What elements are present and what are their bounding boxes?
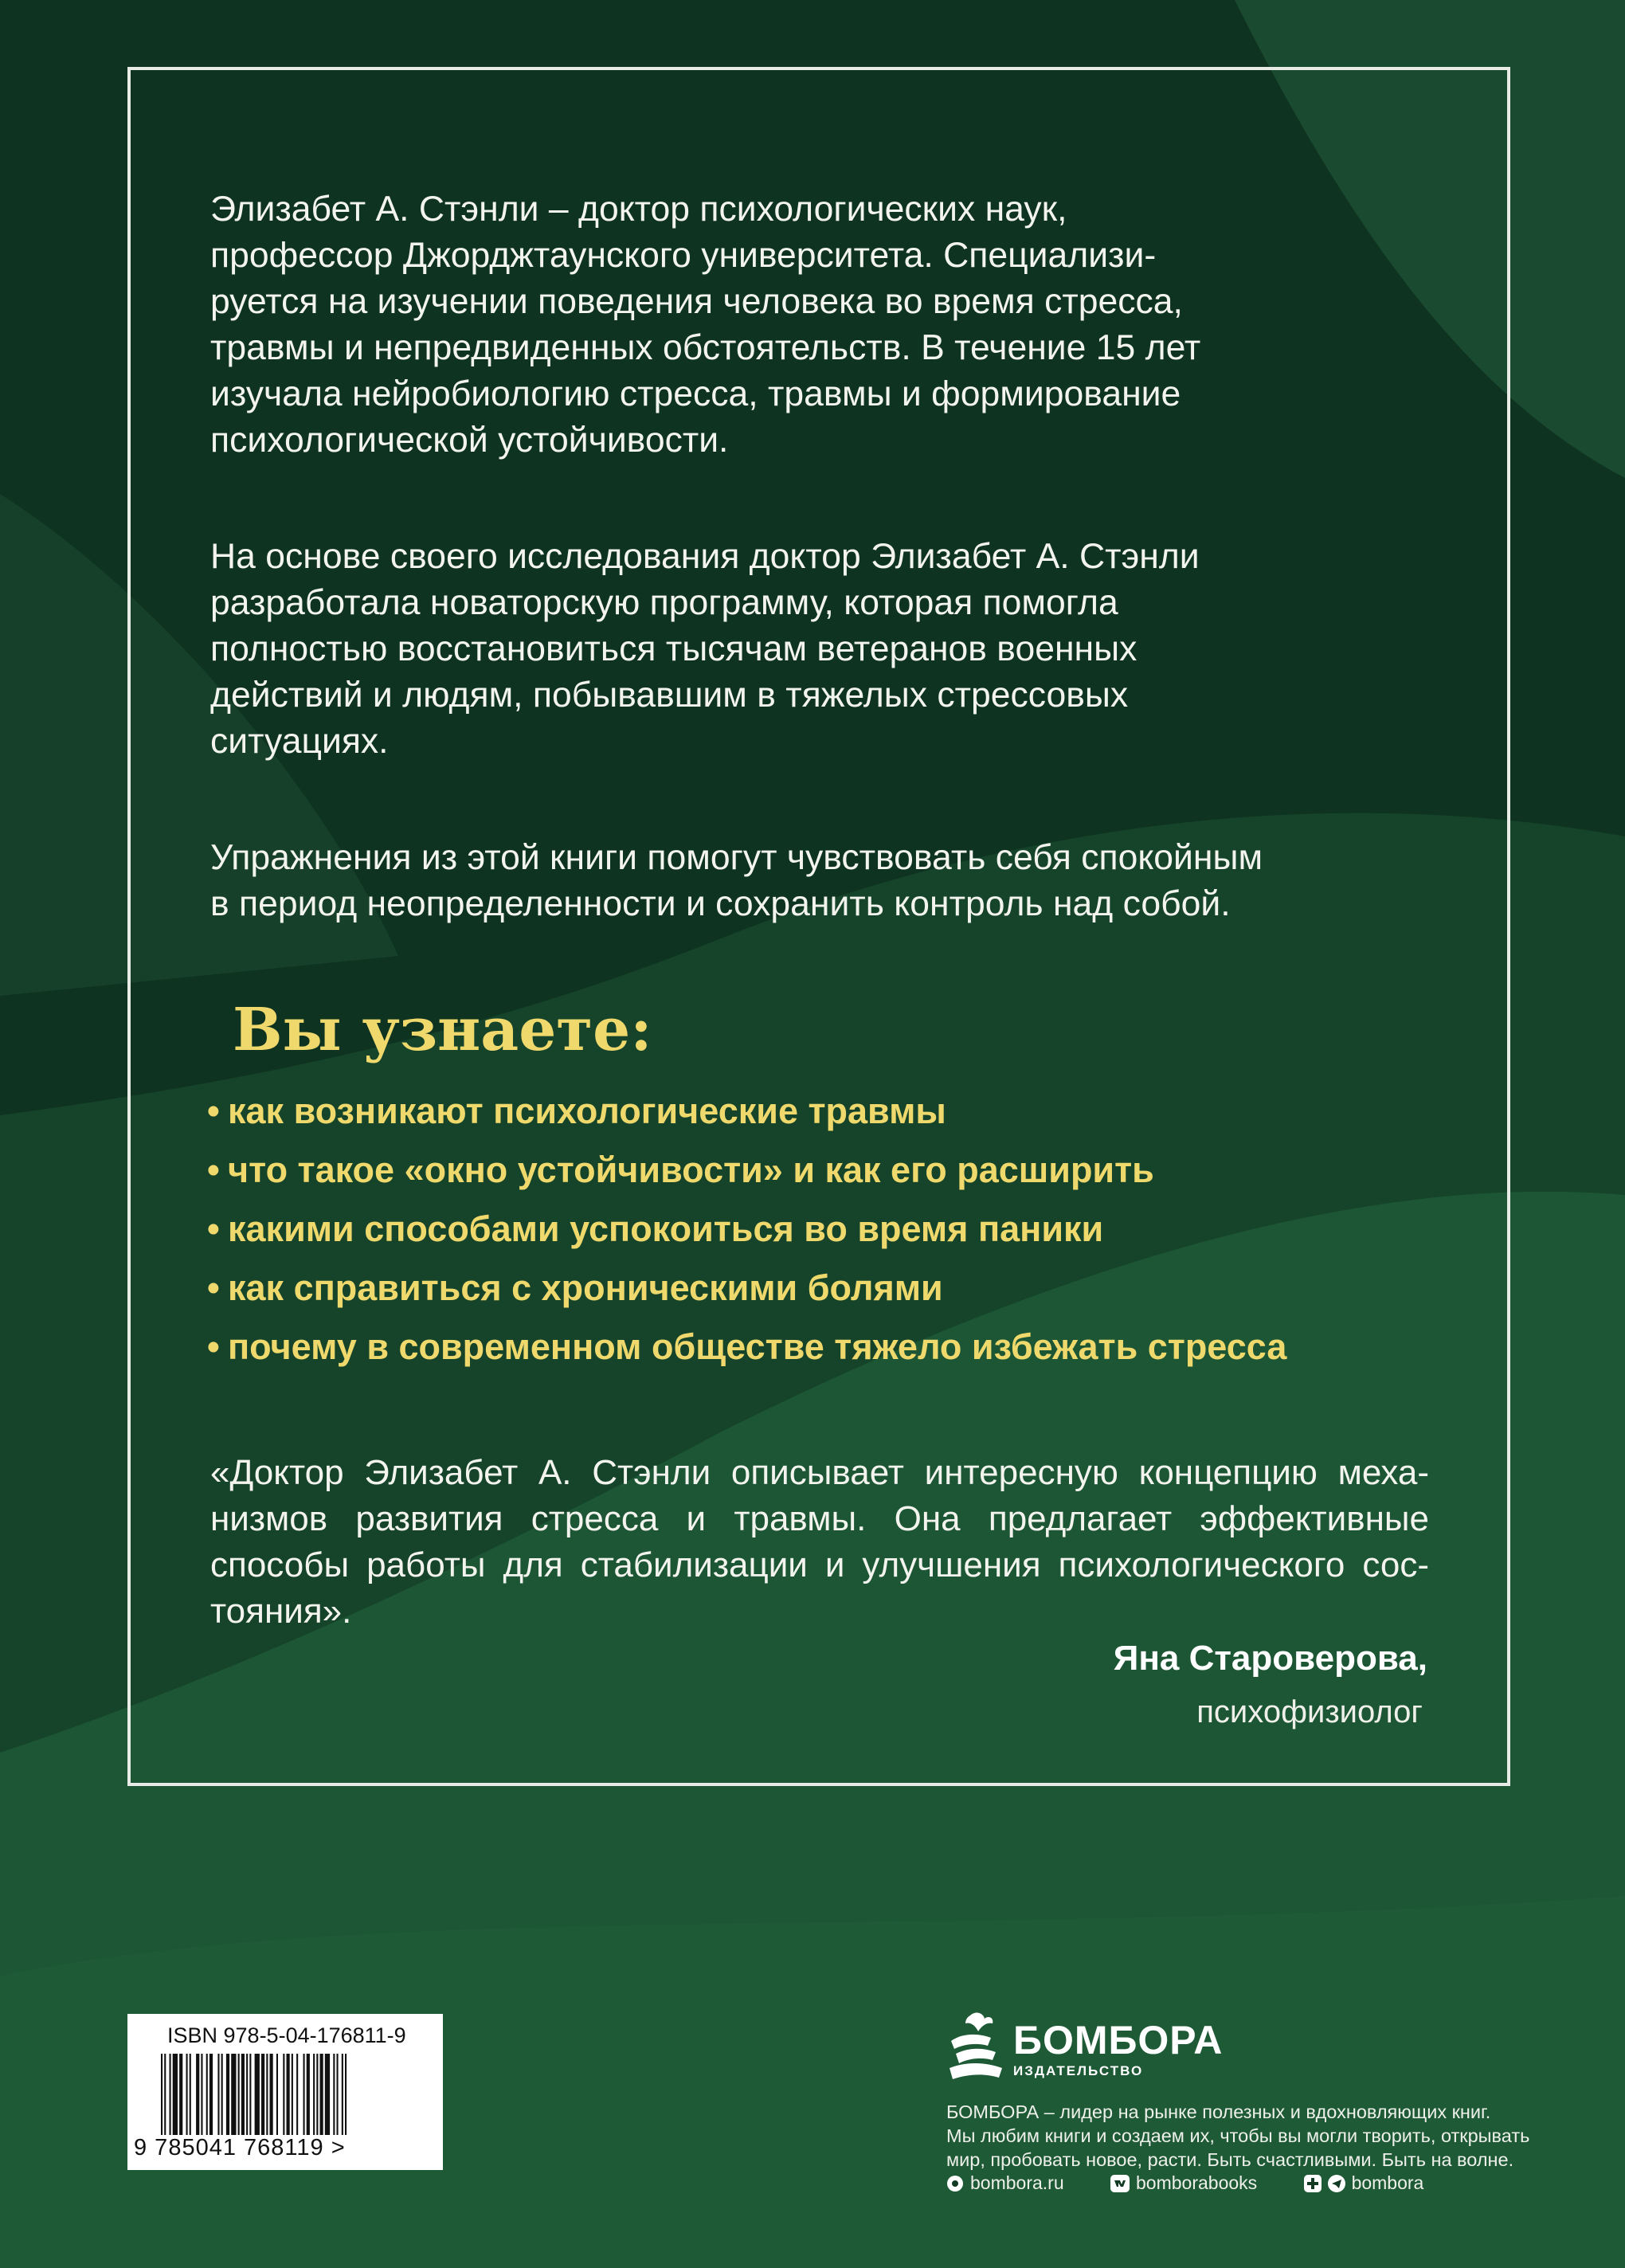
barcode-bar [179,2054,182,2135]
intro-paragraph-3 [210,835,1357,927]
barcode-bar [292,2054,293,2135]
barcode-bar [337,2054,339,2135]
messenger-link-text: bombora [1351,2172,1424,2193]
learn-item-text: почему в современном обществе тяжело избежать стресса [228,1326,1287,1367]
barcode-bar [164,2054,166,2135]
publisher-description-line: БОМБОРА – лидер на рынке полезных и вдохновляющих книг. [946,2102,1491,2122]
barcode-bar [283,2054,284,2135]
bombora-logo-icon [946,2009,1007,2089]
learn-heading: Вы узнаете: [233,996,652,1064]
website-link[interactable] [946,2172,1085,2194]
globe-icon [946,2175,964,2192]
bullet: • [207,1150,220,1190]
publisher-name: БОМБОРА [1013,2018,1224,2062]
intro-paragraph-2 [210,534,1357,765]
barcode-bar [255,2054,260,2135]
learn-item-text: какими способами успокоиться во время паники [228,1208,1104,1249]
barcode-bar [221,2054,223,2135]
bullet: • [207,1091,220,1131]
learn-item-text: как возникают психологические травмы [228,1091,946,1131]
isbn-barcode [127,2014,443,2170]
publisher-description-line: Мы любим книги и создаем их, чтобы вы могли творить, открывать [946,2125,1530,2146]
learn-list [207,1082,1286,1377]
quote-author-role: психофизиолог [1196,1694,1423,1729]
intro-line: действий и людям, побывавшим в тяжелых стрессовых [210,676,1129,715]
learn-item [207,1082,1286,1141]
learn-item [207,1141,1286,1200]
intro-line: руется на изучении поведения человека во время стресса, [210,282,1183,321]
intro-line: разработала новаторскую программу, которая помогла [210,583,1118,622]
barcode-bar [238,2054,240,2135]
quote-line: тояния». [210,1592,352,1631]
website-link-text: bombora.ru [970,2172,1064,2193]
barcode-bar [313,2054,315,2135]
barcode-bar [342,2054,343,2135]
telegram-icon [1328,2175,1345,2192]
barcode-bar [196,2054,199,2135]
intro-paragraph-1 [210,186,1357,464]
vk-link-text: bomborabooks [1136,2172,1258,2193]
intro-line: в период неопределенности и сохранить контроль над собой. [210,884,1231,923]
intro-line: Упражнения из этой книги помогут чувствовать себя спокойным [210,838,1263,877]
barcode-bar [249,2054,251,2135]
barcode-bar [190,2054,191,2135]
learn-item [207,1318,1286,1377]
barcode-bar [226,2054,229,2135]
barcode-bar [170,2054,171,2135]
intro-line: Элизабет А. Стэнли – доктор психологических наук, [210,190,1067,229]
barcode-bar [296,2054,298,2135]
intro-line: травмы и непредвиденных обстоятельств. В течение 15 лет [210,328,1201,367]
barcode-bars [161,2054,414,2135]
barcode-digits: 9 785041 768119 > [134,2135,346,2160]
intro-line: изучала нейробиологию стресса, травмы и формирование [210,374,1181,413]
review-quote [210,1450,1429,1635]
quote-line: способы работы для стабилизации и улучшения психологического сос- [210,1545,1429,1584]
publisher-subtitle: ИЗДАТЕЛЬСТВО [1013,2063,1144,2078]
learn-item [207,1200,1286,1259]
barcode-bar [261,2054,264,2135]
barcode-bar [276,2054,278,2135]
barcode-bar [246,2054,248,2135]
intro-line: полностью восстановиться тысячам ветеранов военных [210,629,1138,668]
quote-author: Яна Староверова, [1113,1639,1427,1678]
vk-link[interactable] [1110,2172,1278,2194]
quote-line: «Доктор Элизабет А. Стэнли описывает интересную концепцию меха- [210,1453,1429,1492]
quote-line: низмов развития стресса и травмы. Она предлагает эффективные [210,1499,1429,1538]
barcode-bar [217,2054,219,2135]
barcode-bar [241,2054,245,2135]
social-links [946,2172,1465,2197]
bullet: • [207,1208,220,1249]
barcode-bar [173,2054,178,2135]
barcode-bar [320,2054,323,2135]
barcode-bar [316,2054,318,2135]
barcode-bar [270,2054,273,2135]
barcode-bar [206,2054,208,2135]
intro-line: психологической устойчивости. [210,421,729,460]
barcode-bar [231,2054,236,2135]
plus-icon [1304,2175,1322,2192]
learn-item-text: что такое «окно устойчивости» и как его расширить [228,1150,1154,1190]
bullet: • [207,1267,220,1308]
barcode-bar [266,2054,268,2135]
barcode-bar [307,2054,310,2135]
barcode-bar [345,2054,347,2135]
messenger-link[interactable] [1304,2172,1445,2194]
publisher-description [946,2100,1529,2172]
barcode-bar [186,2054,188,2135]
barcode-bar [325,2054,330,2135]
intro-line: На основе своего исследования доктор Элизабет А. Стэнли [210,537,1200,576]
barcode-bar [209,2054,213,2135]
isbn-label: ISBN 978-5-04-176811-9 [167,2023,406,2047]
intro-line: профессор Джорджтаунского университета. Специализи- [210,236,1157,275]
barcode-bar [287,2054,290,2135]
barcode-bar [201,2054,202,2135]
barcode-bar [333,2054,335,2135]
learn-item [207,1259,1286,1318]
vk-icon [1110,2175,1130,2192]
publisher-description-line: мир, пробовать новое, расти. Быть счастливыми. Быть на волне. [946,2149,1514,2170]
barcode-bar [161,2054,162,2135]
learn-item-text: как справиться с хроническими болями [228,1267,943,1308]
bullet: • [207,1326,220,1367]
intro-line: ситуациях. [210,722,389,761]
barcode-bar [303,2054,305,2135]
